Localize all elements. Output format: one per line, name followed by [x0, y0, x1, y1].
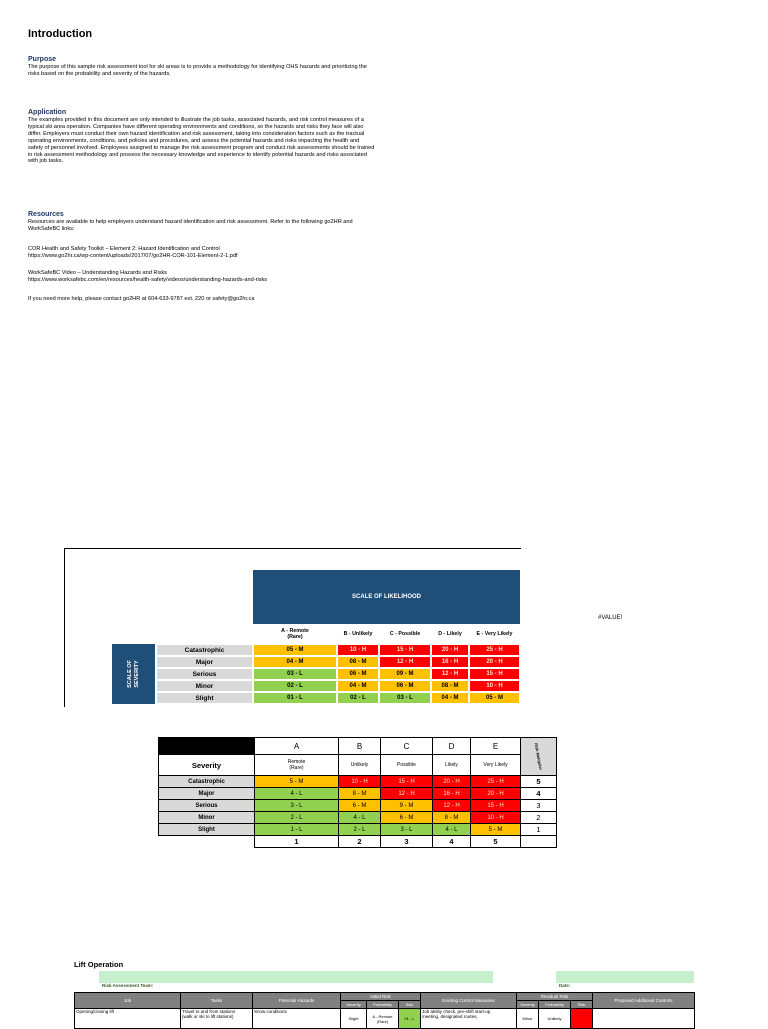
row-task: Travel to and from stations (walk or ski to lift stations): [181, 1009, 253, 1029]
risk-cell: 6 - M: [381, 812, 433, 824]
row-risk: 01 - L: [399, 1009, 421, 1029]
col-initial-risk-value: Risk: [399, 1001, 421, 1009]
worksafebc-video-title: WorkSafeBC Video – Understanding Hazards and Risks: [28, 270, 168, 276]
bottom-num-4: 4: [433, 836, 471, 848]
column-likely: D - Likely: [438, 631, 462, 637]
risk-cell: 12 - H: [433, 800, 471, 812]
multiplier-row: [159, 824, 557, 836]
application-text: The examples provided in this document are only intended to illustrate the job tasks, associated hazards, and risk control measures of a typical ski area operation. Companies have different operating environments and conditions, so the hazards and risks they face will also differ. Employers must conduct their own hazard identification and risk assessment, taking into consideration factors such as the tractual operating environments, conditions, and policies and procedures, and assess the potential hazards and risks impacting the health and safety of personnel involved. Employees assigned to manage the risk assessment program and conduct risk assessments should be trained in risk assessment methodology and possess the necessary knowledge and experience to identify potential hazards and risks associated with job tasks.: [28, 117, 375, 165]
risk-cell: 4 - L: [433, 824, 471, 836]
bottom-corner: [521, 836, 557, 848]
risk-cell: 04 - M: [431, 692, 469, 704]
risk-cell: 05 - M: [469, 692, 520, 704]
risk-cell: 20 - H: [469, 656, 520, 668]
multiplier-row: [159, 776, 557, 788]
risk-cell: 12 - H: [381, 788, 433, 800]
date-label: Date:: [559, 983, 571, 988]
resources-text: Resources are available to help employers understand hazard identification and risk assessment. Refer to the following go2HR and WorkSafeBC links:: [28, 219, 353, 232]
column-unlikely: B - Unlikely: [343, 631, 373, 637]
bottom-num-5: 5: [471, 836, 521, 848]
multiplier-value: 1: [521, 824, 557, 836]
worksafebc-video-link[interactable]: https://www.worksafebc.com/en/resources/health-safety/videos/understanding-hazards-and-risks: [28, 277, 268, 283]
resources-heading: Resources: [28, 211, 64, 218]
risk-cell: 16 - H: [433, 788, 471, 800]
column-possible: C - Possible: [389, 631, 421, 637]
severity-row-label: Serious: [159, 800, 255, 812]
risk-cell: 04 - M: [337, 680, 379, 692]
col-tasks: Tasks: [181, 993, 253, 1009]
multiplier-row: [159, 812, 557, 824]
severity-row-label: Major: [159, 788, 255, 800]
risk-cell: 15 - H: [379, 644, 431, 656]
sub-likely: Likely: [433, 755, 471, 776]
date-field[interactable]: [556, 971, 694, 988]
sub-remote: Remote (Rare): [255, 755, 339, 776]
col-hazards: Potential Hazards: [253, 993, 341, 1009]
severity-row-label: Catastrophic: [156, 644, 253, 656]
severity-row-label: Slight: [156, 692, 253, 704]
bottom-num-2: 2: [339, 836, 381, 848]
severity-row-label: Minor: [159, 812, 255, 824]
letter-b: B: [339, 738, 381, 755]
matrix-row: [156, 680, 520, 692]
bottom-num-1: 1: [255, 836, 339, 848]
header-blank: [159, 738, 255, 755]
risk-cell: 25 - H: [471, 776, 521, 788]
risk-cell: 15 - H: [381, 776, 433, 788]
risk-cell: 20 - H: [433, 776, 471, 788]
matrix-row: [156, 668, 520, 680]
risk-cell: 2 - L: [339, 824, 381, 836]
risk-multiplier-table: [158, 737, 558, 847]
risk-cell: 12 - H: [431, 668, 469, 680]
risk-cell: 10 - H: [469, 680, 520, 692]
cor-toolkit-link[interactable]: https://www.go2hr.ca/wp-content/uploads/2017/07/go2HR-COR-101-Element-2-1.pdf: [28, 253, 238, 259]
application-heading: Application: [28, 109, 67, 116]
risk-cell: 9 - M: [381, 800, 433, 812]
contact-text: If you need more help, please contact go2HR at 604-633-9787 ext. 220 or safety@go2hr.ca: [28, 296, 255, 302]
col-job: Job: [75, 993, 181, 1009]
col-initial-risk: Initial Risk: [341, 993, 421, 1001]
row-proposed[interactable]: [593, 1009, 695, 1029]
page-title: Introduction: [28, 28, 93, 40]
risk-cell: 08 - M: [431, 680, 469, 692]
matrix-row: [156, 644, 520, 656]
severity-scale-label: SCALE OF SEVERITY: [112, 644, 155, 704]
risk-cell: 20 - H: [471, 788, 521, 800]
severity-row-label: Slight: [159, 824, 255, 836]
team-label: Risk Assessment Team:: [102, 983, 154, 988]
team-field[interactable]: [99, 971, 493, 988]
risk-cell: 15 - H: [471, 800, 521, 812]
lift-risk-table: [74, 992, 694, 1029]
risk-cell: 8 - M: [433, 812, 471, 824]
risk-cell: 8 - M: [339, 788, 381, 800]
severity-row-label: Minor: [156, 680, 253, 692]
lift-operation-title: Lift Operation: [74, 960, 124, 969]
risk-cell: 12 - H: [379, 656, 431, 668]
severity-row-label: Catastrophic: [159, 776, 255, 788]
risk-cell: 03 - L: [379, 692, 431, 704]
letter-d: D: [433, 738, 471, 755]
risk-cell: 1 - L: [255, 824, 339, 836]
multiplier-row: [159, 800, 557, 812]
multiplier-value: 3: [521, 800, 557, 812]
risk-cell: 01 - L: [253, 692, 337, 704]
risk-multiplier-label: Risk Multiplier: [521, 738, 557, 776]
col-residual-risk: Residual Risk: [517, 993, 593, 1001]
row-res-probability: Unlikely: [539, 1009, 571, 1029]
col-residual-probability: Probability: [539, 1001, 571, 1009]
sub-possible: Possible: [381, 755, 433, 776]
letter-a: A: [255, 738, 339, 755]
risk-cell: 06 - M: [379, 680, 431, 692]
severity-label: Severity: [159, 755, 255, 776]
risk-cell: 09 - M: [379, 668, 431, 680]
risk-cell: 6 - M: [339, 800, 381, 812]
multiplier-row: [159, 788, 557, 800]
likelihood-scale-header: SCALE OF LIKELIHOOD: [253, 570, 520, 624]
risk-cell: 25 - H: [469, 644, 520, 656]
sub-unlikely: Unlikely: [339, 755, 381, 776]
risk-cell: 5 - M: [255, 776, 339, 788]
risk-cell: 04 - M: [253, 656, 337, 668]
risk-cell: 4 - L: [339, 812, 381, 824]
col-residual-risk-value: Risk: [571, 1001, 593, 1009]
risk-cell: 3 - L: [381, 824, 433, 836]
matrix-row: [156, 656, 520, 668]
multiplier-value: 2: [521, 812, 557, 824]
bottom-num-3: 3: [381, 836, 433, 848]
bottom-blank: [159, 836, 255, 848]
risk-cell: 2 - L: [255, 812, 339, 824]
risk-cell: 08 - M: [337, 656, 379, 668]
letter-e: E: [471, 738, 521, 755]
risk-cell: 05 - M: [253, 644, 337, 656]
risk-cell: 03 - L: [253, 668, 337, 680]
letter-c: C: [381, 738, 433, 755]
risk-cell: 16 - H: [431, 656, 469, 668]
risk-cell: 06 - M: [337, 668, 379, 680]
column-remote: A - Remote (Rare): [281, 628, 309, 640]
row-job: Opening/closing lift: [75, 1009, 181, 1029]
risk-cell: 20 - H: [431, 644, 469, 656]
row-res-severity: Minor: [517, 1009, 539, 1029]
risk-cell: 15 - H: [469, 668, 520, 680]
row-probability: A - Remote (Rare): [367, 1009, 399, 1029]
purpose-heading: Purpose: [28, 56, 57, 63]
error-value: #VALUE!: [598, 615, 623, 621]
cor-toolkit-link-title: COR Health and Safety Toolkit – Element 2: Hazard Identification and Control: [28, 246, 220, 252]
severity-row-label: Major: [156, 656, 253, 668]
col-proposed-controls: Proposed Additional Controls: [593, 993, 695, 1009]
risk-cell: 02 - L: [253, 680, 337, 692]
risk-cell: 10 - H: [471, 812, 521, 824]
sub-very-likely: Very Likely: [471, 755, 521, 776]
row-res-risk: [571, 1009, 593, 1029]
matrix-row: [156, 692, 520, 704]
risk-cell: 4 - L: [255, 788, 339, 800]
col-residual-severity: Severity: [517, 1001, 539, 1009]
col-initial-severity: Severity: [341, 1001, 367, 1009]
col-initial-probability: Probability: [367, 1001, 399, 1009]
risk-cell: 10 - H: [339, 776, 381, 788]
multiplier-value: 5: [521, 776, 557, 788]
purpose-text: The purpose of this sample risk assessment tool for ski areas is to provide a methodology for identifying OHS hazards and prioritizing the risks based on the probability and severity of the hazards.: [28, 64, 367, 77]
row-severity: Slight: [341, 1009, 367, 1029]
risk-cell: 5 - M: [471, 824, 521, 836]
multiplier-value: 4: [521, 788, 557, 800]
row-hazard: Snow conditions: [253, 1009, 341, 1029]
col-existing-controls: Existing Control Measures: [421, 993, 517, 1009]
risk-cell: 10 - H: [337, 644, 379, 656]
column-very-likely: E - Very Likely: [476, 631, 513, 637]
severity-row-label: Serious: [156, 668, 253, 680]
risk-cell: 3 - L: [255, 800, 339, 812]
row-existing: Job ability check, pre-shift start-up meeting, designated routes,: [421, 1009, 517, 1029]
risk-cell: 02 - L: [337, 692, 379, 704]
